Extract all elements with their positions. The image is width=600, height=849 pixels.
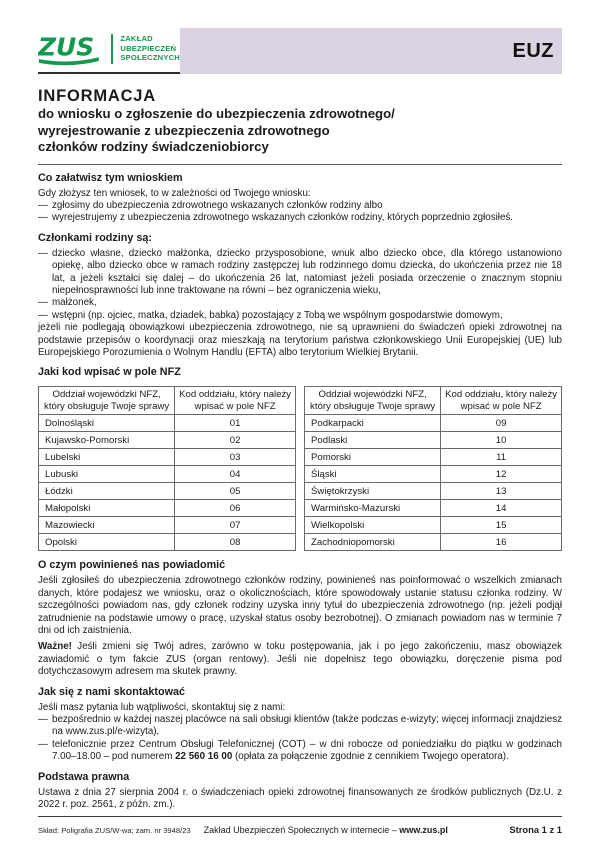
branch-name-cell: Lubuski [39, 466, 175, 483]
branch-name-cell: Pomorski [305, 449, 441, 466]
title-block [38, 86, 562, 156]
table-row [39, 500, 296, 517]
footer-web-url: www.zus.pl [399, 825, 448, 835]
contact-bullet-phone-text [52, 739, 562, 762]
section-heading-what: Co załatwisz tym wnioskiem [38, 171, 183, 184]
branch-name-cell: Lubelski [39, 449, 175, 466]
phone-text-prefix: telefonicznie przez Centrum Obsługi Telefonicznej (COT) – w dni robocze od poniedziałku do piątku w godzinach 7.00–18.00 – pod numerem [52, 738, 562, 763]
table-row [305, 534, 562, 551]
phone-text-suffix: (opłata za połączenie zgodnie z cennikiem Twojego operatora). [232, 751, 509, 763]
nfz-tables [38, 386, 562, 551]
footer-web-text: Zakład Ubezpieczeń Społecznych w internecie – [203, 825, 400, 835]
bullet-list-what [38, 200, 562, 225]
nfz-table-right [304, 386, 562, 551]
branch-code-cell: 02 [175, 432, 296, 449]
table-row [305, 449, 562, 466]
print-info: Skład: Poligrafia ZUS/W-wa; zam. nr 3948/23 [38, 826, 191, 835]
section-heading-legal: Podstawa prawna [38, 770, 130, 783]
bullet-item [38, 200, 562, 212]
bullet-text: dziecko własne, dziecko małżonka, dziecko przysposobione, wnuk albo dziecko obce, dla którego ustanowiono opiekę, albo dziecko obce w ramach rodziny zastępczej lub rodzinnego domu dziecka, do ukończenia przez nie 18 lat, a jeżeli kształci się dalej – do ukończenia 26 lat, natomiast jeżeli posiada orzeczenie o znacznym stopniu niepełnosprawności lub inne traktowane na równi – bez ograniczenia wieku, [52, 247, 562, 296]
branch-code-cell: 01 [175, 415, 296, 432]
branch-name-cell: Świętokrzyski [305, 483, 441, 500]
table-header-row [39, 387, 296, 415]
branch-code-cell: 10 [441, 432, 562, 449]
important-paragraph [38, 641, 562, 678]
page-number: Strona 1 z 1 [509, 824, 562, 835]
dash-marker: — [38, 714, 48, 726]
table-row [39, 466, 296, 483]
branch-name-cell: Łódzki [39, 483, 175, 500]
contact-intro: Jeśli masz pytania lub wątpliwości, skontaktuj się z nami: [38, 701, 286, 713]
org-name [120, 34, 180, 62]
bullet-text: małżonek, [52, 297, 97, 309]
branch-column-header: Oddział wojewódzki NFZ, który obsługuje Twoje sprawy [39, 387, 175, 415]
branch-code-cell: 09 [441, 415, 562, 432]
page-header [38, 28, 562, 74]
dash-marker: — [38, 199, 48, 211]
branch-name-cell: Podlaski [305, 432, 441, 449]
branch-name-cell: Śląski [305, 466, 441, 483]
table-row [39, 415, 296, 432]
org-name-line: UBEZPIECZEŃ [120, 43, 177, 53]
notify-paragraph: Jeśli zgłosiłeś do ubezpieczenia zdrowotnego członków rodziny, powinieneś nas poinformować o wszelkich zmianach danych, które podajesz we wniosku, oraz o okolicznościach, które spowodowały ustanie statusu członka rodziny. W szczególności powiadom nas, gdy członek rodziny uzyska inny tytuł do ubezpieczenia zdrowotnego (np. jeżeli podjął zatrudnienie na podstawie umowy o pracę, uzyskał status osoby bezrobotnej). O zmianach powiadom nas w terminie 7 dni od ich zaistnienia. [38, 575, 562, 636]
branch-code-cell: 08 [175, 534, 296, 551]
page-title: INFORMACJA [38, 87, 156, 105]
table-row [305, 432, 562, 449]
code-column-header: Kod oddziału, który należy wpisać w pole NFZ [441, 387, 562, 415]
org-name-line: SPOŁECZNYCH [120, 53, 180, 63]
section-heading-family: Członkami rodziny są: [38, 231, 152, 244]
important-text: Jeśli zmieni się Twój adres, zarówno w toku postępowania, jak i po jego zakończeniu, masz obowiązek zawiadomić o tym fakcie ZUS (organ rentowy). Jeśli nie dopełnisz tego obowiązku, doręczenie pisma pod dotychczasowym adresem ma skutek prawny. [38, 641, 562, 678]
table-row [39, 483, 296, 500]
table-row [305, 466, 562, 483]
table-row [305, 517, 562, 534]
contact-bullet-office [38, 714, 562, 739]
contact-bullet-phone [38, 739, 562, 764]
table-row [39, 517, 296, 534]
branch-name-cell: Opolski [39, 534, 175, 551]
bullet-text: wstępni (np. ojciec, matka, dziadek, babka) pozostający z Tobą we wspólnym gospodarstwie domowym, [52, 309, 503, 321]
branch-code-cell: 03 [175, 449, 296, 466]
contact-bullet-office-text: bezpośrednio w każdej naszej placówce na sali obsługi klientów (także podczas e-wizyty; więcej informacji znajdziesz na www.zus.pl/e-wizyta), [52, 714, 562, 738]
section-heading-contact: Jak się z nami skontaktować [38, 685, 186, 698]
table-row [39, 432, 296, 449]
branch-code-cell: 14 [441, 500, 562, 517]
dash-marker: — [38, 212, 48, 224]
dash-marker: — [38, 738, 48, 750]
bullet-text: zgłosimy do ubezpieczenia zdrowotnego wskazanych członków rodziny albo [52, 199, 383, 211]
branch-name-cell: Małopolski [39, 500, 175, 517]
bullet-item [38, 310, 562, 322]
branch-code-cell: 15 [441, 517, 562, 534]
form-code-banner [180, 28, 562, 74]
svg-text:ZUS: ZUS [38, 31, 95, 61]
section-heading-nfz: Jaki kod wpisać w pole NFZ [38, 366, 181, 379]
page-subtitle-line: do wniosku o zgłoszenie do ubezpieczenia zdrowotnego/ [38, 106, 395, 121]
nfz-table-left [38, 386, 296, 551]
bullet-list-family [38, 248, 562, 322]
section-intro-what: Gdy złożysz ten wniosek, to w zależności od Twojego wniosku: [38, 187, 311, 199]
branch-name-cell: Kujawsko-Pomorski [39, 432, 175, 449]
branch-name-cell: Mazowiecki [39, 517, 175, 534]
dash-marker: — [38, 247, 48, 259]
bullet-text: wyrejestrujemy z ubezpieczenia zdrowotnego wskazanych członków rodziny, których poprzednio zgłosiłeś. [52, 212, 514, 224]
important-label: Ważne! [38, 641, 72, 653]
phone-number: 22 560 16 00 [175, 751, 233, 763]
page-subtitle-line: członków rodziny świadczeniobiorcy [38, 139, 269, 154]
page-subtitle-line: wyrejestrowanie z ubezpieczenia zdrowotnego [38, 122, 330, 138]
section-heading-notify: O czym powinieneś nas powiadomić [38, 559, 226, 572]
table-row [305, 415, 562, 432]
branch-column-header: Oddział wojewódzki NFZ, który obsługuje Twoje sprawy [305, 387, 441, 415]
branch-name-cell: Podkarpacki [305, 415, 441, 432]
dash-marker: — [38, 297, 48, 309]
title-divider [38, 164, 562, 165]
table-row [305, 483, 562, 500]
footer-web-line [204, 825, 448, 835]
branch-code-cell: 11 [441, 449, 562, 466]
branch-code-cell: 16 [441, 534, 562, 551]
table-row [39, 449, 296, 466]
branch-code-cell: 13 [441, 483, 562, 500]
page-footer [38, 816, 562, 835]
dash-marker: — [38, 309, 48, 321]
branch-name-cell: Zachodniopomorski [305, 534, 441, 551]
bullet-item [38, 297, 562, 309]
branch-name-cell: Warmińsko-Mazurski [305, 500, 441, 517]
branch-name-cell: Wielkopolski [305, 517, 441, 534]
table-header-row [305, 387, 562, 415]
branch-code-cell: 05 [175, 483, 296, 500]
org-name-line: ZAKŁAD [120, 34, 153, 44]
code-column-header: Kod oddziału, który należy wpisać w pole NFZ [175, 387, 296, 415]
branch-code-cell: 04 [175, 466, 296, 483]
zus-logo-block [38, 28, 180, 74]
bullet-item [38, 212, 562, 224]
logo-divider [111, 34, 113, 64]
legal-paragraph: Ustawa z dnia 27 sierpnia 2004 r. o świadczeniach opieki zdrowotnej finansowanych ze środków publicznych (Dz.U. z 2022 r. poz. 2561, z późn. zm.). [38, 786, 562, 811]
table-row [305, 500, 562, 517]
branch-code-cell: 06 [175, 500, 296, 517]
bullet-item [38, 248, 562, 298]
table-row [39, 534, 296, 551]
form-code: EUZ [512, 39, 554, 62]
branch-name-cell: Dolnośląski [39, 415, 175, 432]
branch-code-cell: 12 [441, 466, 562, 483]
branch-code-cell: 07 [175, 517, 296, 534]
zus-logo-icon [38, 31, 104, 67]
family-outro: jeżeli nie podlegają obowiązkowi ubezpieczenia zdrowotnego, nie są uprawnieni do świadczeń opieki zdrowotnej na podstawie przepisów o koordynacji oraz mieszkają na terytorium państwa członkowskiego Unii Europejskiej (UE) lub Europejskiego Porozumienia o Wolnym Handlu (EFTA) albo terytorium Wielkiej Brytanii. [38, 322, 562, 358]
